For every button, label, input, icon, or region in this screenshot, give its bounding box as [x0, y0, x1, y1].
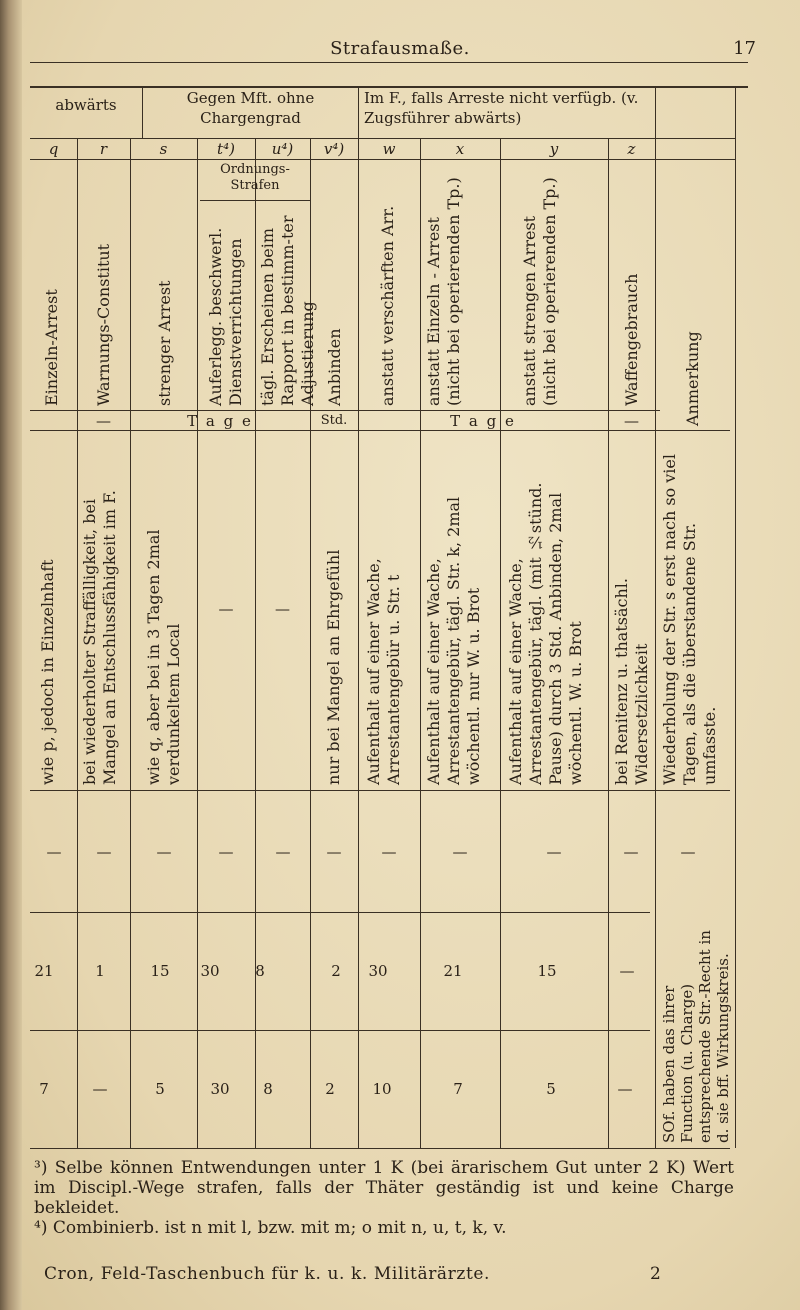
cell-21-p: 21 [34, 962, 54, 980]
cell-21-z: — [619, 962, 635, 980]
col-label-q: Warnungs-Constitut [94, 243, 113, 406]
letter-s: s [159, 140, 168, 158]
cell-7-p: 7 [39, 1080, 49, 1098]
note-bottom: SOf. haben das ihrer Function (u. Charge) entsprechende Str.-Recht in d. sie bff. Wirkungskreis. [660, 930, 732, 1143]
col-label-x: anstatt Einzeln - Arrest (nicht bei operierenden Tp.) [424, 177, 463, 406]
dash-cell: — [326, 843, 342, 861]
cell-text-p: wie p, jedoch in Einzelnhaft [38, 559, 57, 785]
cell-text-note: Wiederholung der Str. s erst nach so viel Tagen, als die überstandene Str. umfasste. [660, 453, 719, 785]
unit-std: Std. [320, 413, 348, 428]
col-label-t: tägl. Erscheinen beim Rapport in bestimm-ter Adjustierung [258, 215, 317, 406]
letter-y: y [549, 140, 559, 158]
header-abwaerts: abwärts [55, 96, 117, 114]
cell-7-x: 7 [453, 1080, 463, 1098]
cell-7-t: 8 [263, 1080, 273, 1098]
cell-text-t: — [275, 600, 290, 618]
letter-w: w [382, 140, 396, 158]
cell-21-r: 15 [150, 962, 170, 980]
col-label-u: Anbinden [325, 328, 344, 406]
unit-tage-2: T a g e [450, 412, 516, 430]
unit-tage-1: T a g e [187, 412, 253, 430]
cell-7-z: — [617, 1080, 633, 1098]
cell-text-y: Aufenthalt auf einer Wache, Arrestantengebür, tägl. (mit ½stünd. Pause) durch 3 Std. Anbinden, 2mal wöchentl. W. u. Brot [506, 482, 585, 785]
header-im-f: Im F., falls Arreste nicht verfügb. (v. Zugsführer abwärts) [364, 89, 639, 127]
dash-cell: — [46, 843, 62, 861]
cell-text-w: Aufenthalt auf einer Wache, Arrestantengebür u. Str. t [364, 558, 403, 785]
letter-u: u⁴) [271, 140, 294, 158]
book-spine [0, 0, 22, 1310]
letter-z: z [627, 140, 636, 158]
cell-text-r: wie q, aber bei in 3 Tagen 2mal verdunkeltem Local [144, 529, 183, 785]
cell-7-q: — [92, 1080, 108, 1098]
dash-cell: — [546, 843, 562, 861]
cell-21-y: 15 [537, 962, 557, 980]
dash-cell: — [623, 843, 639, 861]
unit-dash-right: — [624, 412, 639, 430]
col-label-s: Auferlegg. beschwerl. Dienstverrichtungen [206, 227, 245, 406]
footnote-4: ⁴) Combinierb. ist n mit l, bzw. mit m; o mit n, u, t, k, v. [34, 1218, 507, 1238]
cell-21-t: 8 [255, 962, 265, 980]
dash-cell: — [381, 843, 397, 861]
letter-t: t⁴) [217, 140, 235, 158]
cell-text-u: nur bei Mangel an Ehrgefühl [324, 549, 343, 785]
col-label-w: anstatt verschärften Arr. [378, 205, 397, 406]
cell-text-x: Aufenthalt auf einer Wache, Arrestantengebür, tägl. Str. k, 2mal wöchentl. nur W. u. Brot [424, 496, 483, 785]
cell-7-r: 5 [155, 1080, 165, 1098]
dash-cell: — [452, 843, 468, 861]
dash-cell: — [218, 843, 234, 861]
cell-21-w: 30 [368, 962, 388, 980]
col-label-note: Anmerkung [683, 331, 702, 426]
signature-mark: 2 [650, 1264, 661, 1284]
cell-7-w: 10 [372, 1080, 392, 1098]
letter-v: v⁴) [323, 140, 345, 158]
dash-cell: — [96, 843, 112, 861]
cell-text-s: — [218, 600, 234, 618]
cell-text-q: bei wiederholter Straffälligkeit, bei Mangel an Entschlussfähigkeit im F. [80, 490, 119, 785]
col-label-y: anstatt strengen Arrest (nicht bei operierenden Tp.) [520, 177, 559, 406]
cell-7-y: 5 [546, 1080, 556, 1098]
cell-7-u: 2 [325, 1080, 335, 1098]
footer-citation: Cron, Feld-Taschenbuch für k. u. k. Militärärzte. [44, 1264, 491, 1284]
dash-cell: — [680, 843, 696, 861]
letter-r: r [99, 140, 108, 158]
letter-q: q [48, 140, 59, 158]
running-title: Strafausmaße. [330, 38, 470, 59]
cell-7-s: 30 [210, 1080, 230, 1098]
cell-text-z: bei Renitenz u. thatsächl. Widersetzlichkeit [612, 578, 651, 785]
cell-21-x: 21 [443, 962, 463, 980]
footnote-3: ³) Selbe können Entwendungen unter 1 K (bei ärarischem Gut unter 2 K) Wert im Discipl.-Wege strafen, falls der Thäter geständig ist und keine Charge bekleidet. [34, 1158, 734, 1218]
dash-cell: — [156, 843, 172, 861]
dash-cell: — [275, 843, 291, 861]
cell-21-s: 30 [200, 962, 220, 980]
page-number: 17 [733, 38, 756, 59]
unit-dash-left: — [96, 412, 111, 430]
header-ordnungs: Ordnungs-Strafen [220, 162, 290, 193]
col-label-p: Einzeln-Arrest [42, 289, 61, 406]
col-label-z: Waffengebrauch [622, 273, 641, 406]
col-label-r: strenger Arrest [155, 280, 174, 406]
header-gegen: Gegen Mft. ohne Chargengrad [186, 89, 315, 127]
cell-21-q: 1 [95, 962, 105, 980]
letter-x: x [455, 140, 465, 158]
cell-21-u: 2 [331, 962, 341, 980]
